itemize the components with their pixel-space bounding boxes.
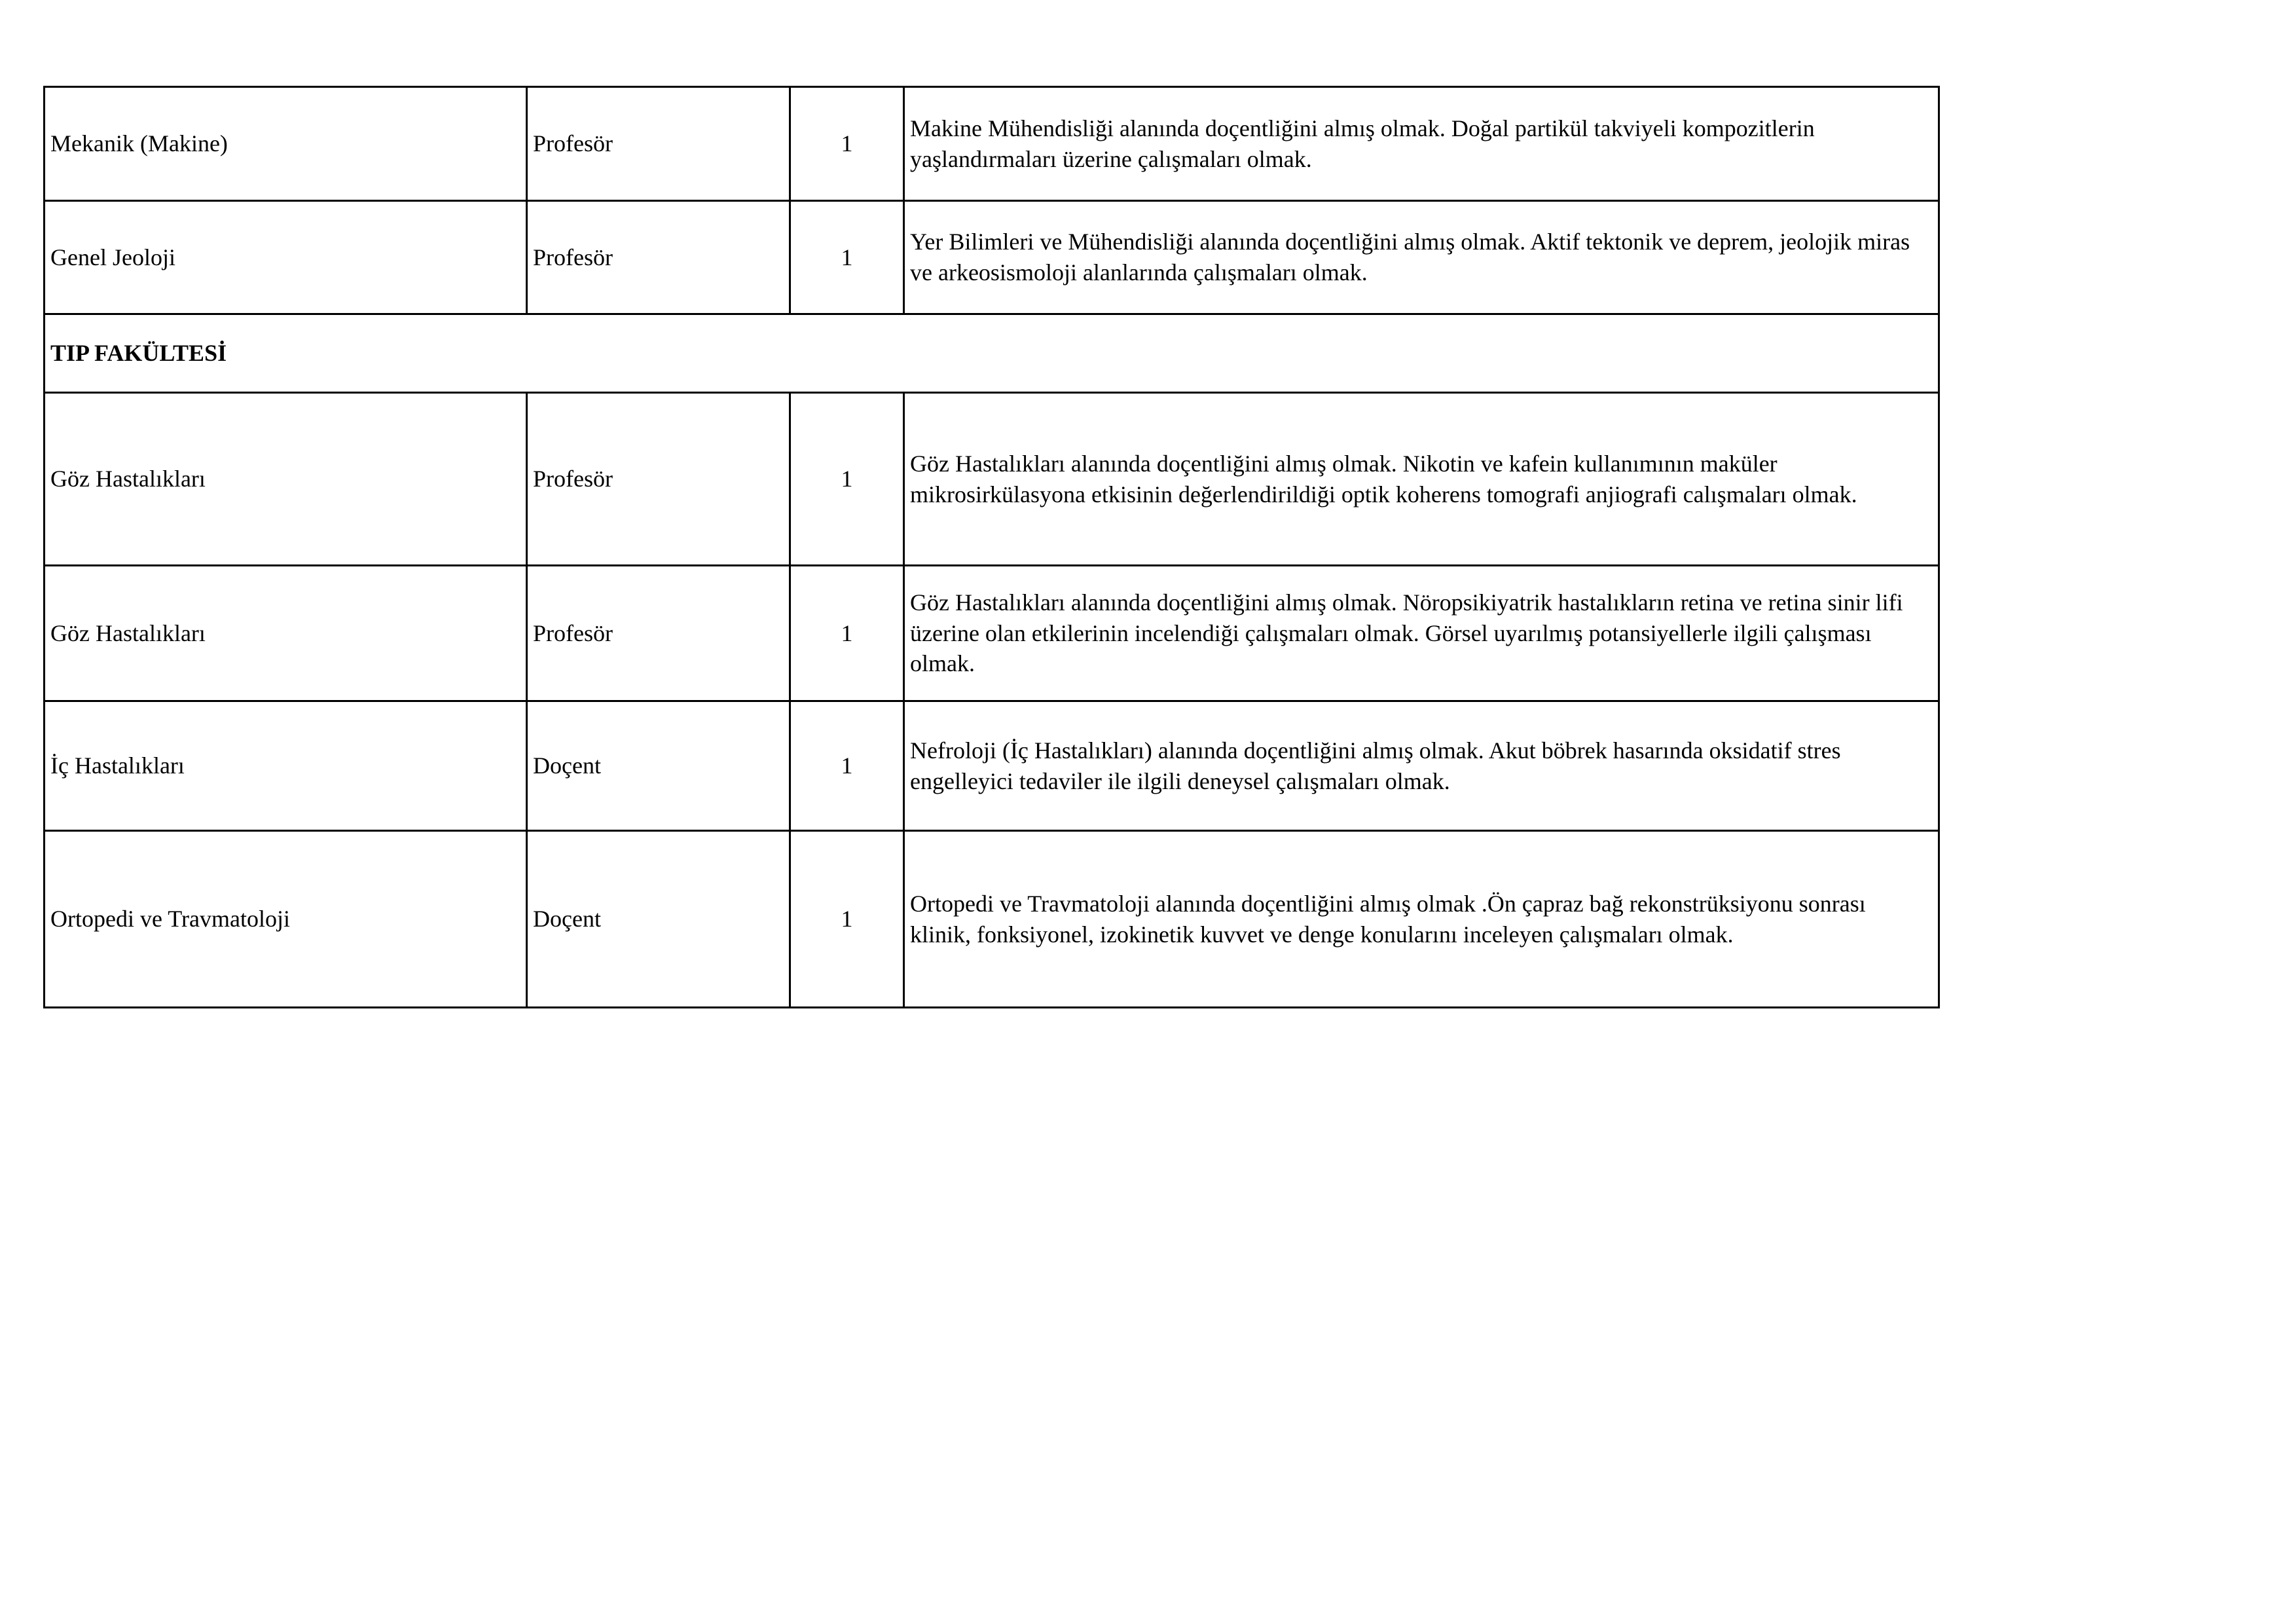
- department-cell: Mekanik (Makine): [45, 87, 527, 201]
- description-cell: Ortopedi ve Travmatoloji alanında doçentliğini almış olmak .Ön çapraz bağ rekonstrüksiyonu sonrası klinik, fonksiyonel, izokinetik kuvvet ve denge konularını inceleyen çalışmaları olmak.: [904, 831, 1939, 1008]
- department-cell: Göz Hastalıkları: [45, 393, 527, 566]
- section-heading: TIP FAKÜLTESİ: [45, 314, 1939, 393]
- description-cell: Yer Bilimleri ve Mühendisliği alanında doçentliğini almış olmak. Aktif tektonik ve deprem, jeolojik miras ve arkeosismoloji alanlarında çalışmaları olmak.: [904, 201, 1939, 314]
- department-cell: Göz Hastalıkları: [45, 566, 527, 701]
- description-cell: Makine Mühendisliği alanında doçentliğini almış olmak. Doğal partikül takviyeli kompozitlerin yaşlandırmaları üzerine çalışmaları olmak.: [904, 87, 1939, 201]
- department-cell: Genel Jeoloji: [45, 201, 527, 314]
- title-cell: Profesör: [527, 87, 790, 201]
- count-cell: 1: [790, 393, 904, 566]
- count-cell: 1: [790, 87, 904, 201]
- department-cell: İç Hastalıkları: [45, 701, 527, 831]
- title-cell: Profesör: [527, 566, 790, 701]
- title-cell: Doçent: [527, 831, 790, 1008]
- department-cell: Ortopedi ve Travmatoloji: [45, 831, 527, 1008]
- table-row: [45, 701, 1939, 831]
- table-row: [45, 87, 1939, 201]
- count-cell: 1: [790, 701, 904, 831]
- title-cell: Doçent: [527, 701, 790, 831]
- positions-table: [43, 86, 1940, 1008]
- count-cell: 1: [790, 566, 904, 701]
- count-cell: 1: [790, 201, 904, 314]
- title-cell: Profesör: [527, 393, 790, 566]
- section-row: [45, 314, 1939, 393]
- table-row: [45, 831, 1939, 1008]
- table-row: [45, 393, 1939, 566]
- description-cell: Göz Hastalıkları alanında doçentliğini almış olmak. Nöropsikiyatrik hastalıkların retina ve retina sinir lifi üzerine olan etkilerinin incelendiği çalışmaları olmak. Görsel uyarılmış potansiyellerle ilgili çalışması olmak.: [904, 566, 1939, 701]
- table-row: [45, 201, 1939, 314]
- title-cell: Profesör: [527, 201, 790, 314]
- count-cell: 1: [790, 831, 904, 1008]
- description-cell: Nefroloji (İç Hastalıkları) alanında doçentliğini almış olmak. Akut böbrek hasarında oksidatif stres engelleyici tedaviler ile ilgili deneysel çalışmaları olmak.: [904, 701, 1939, 831]
- description-cell: Göz Hastalıkları alanında doçentliğini almış olmak. Nikotin ve kafein kullanımının maküler mikrosirkülasyona etkisinin değerlendirildiği optik koherens tomografi anjiografi calışmaları olmak.: [904, 393, 1939, 566]
- table-row: [45, 566, 1939, 701]
